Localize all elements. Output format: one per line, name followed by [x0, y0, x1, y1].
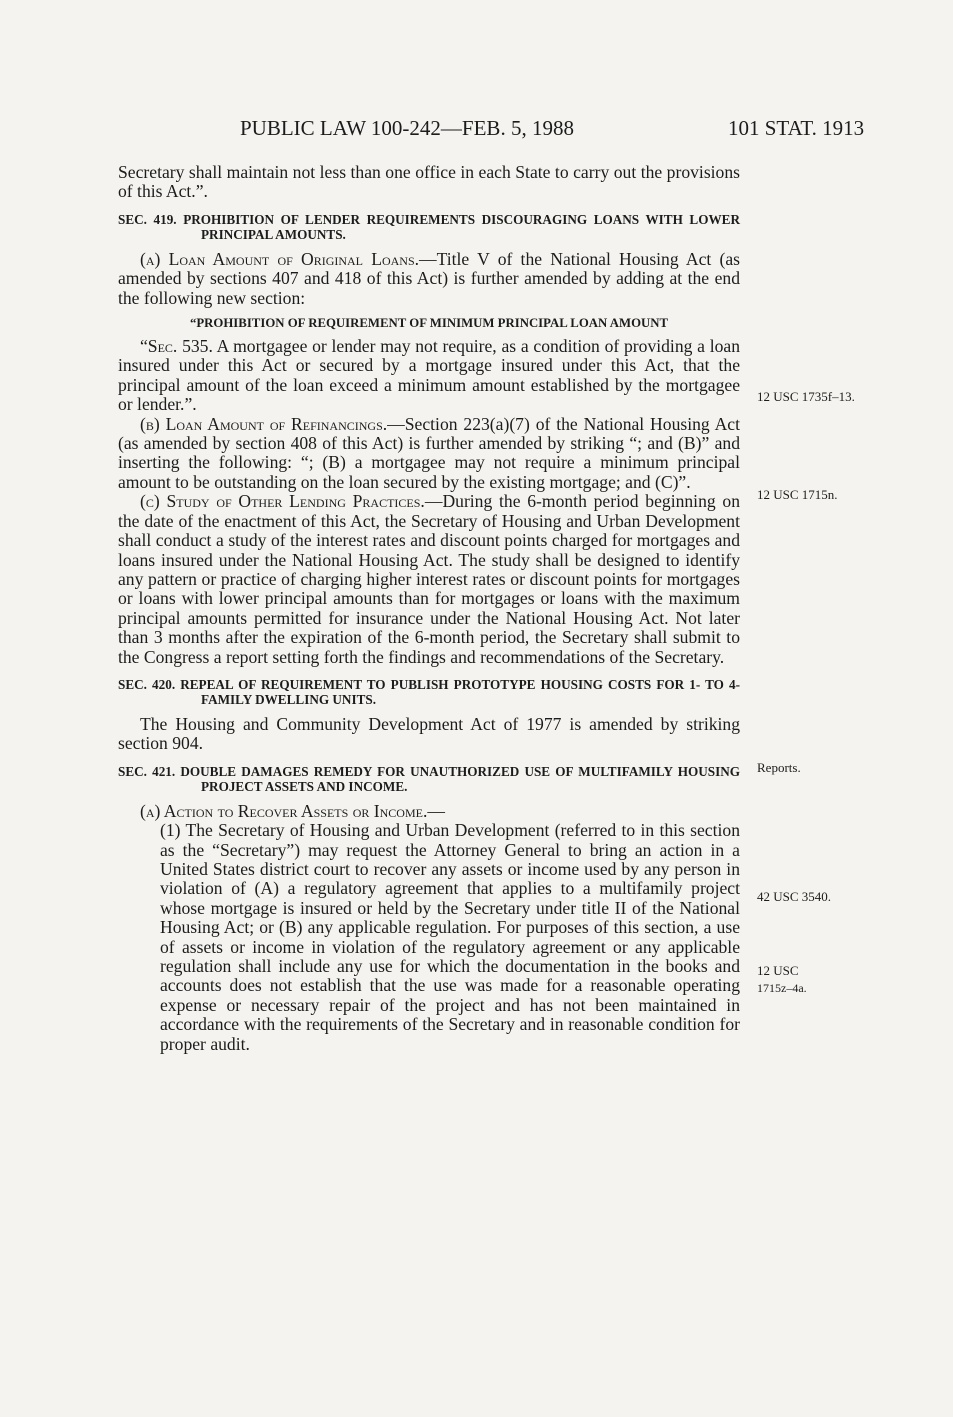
sec-419-a-paragraph: [118, 250, 740, 308]
page-header: [0, 116, 953, 146]
sec-535-paragraph: [118, 337, 740, 415]
margin-note-reports: Reports.: [757, 760, 801, 775]
sec-535-heading: “PROHIBITION OF REQUIREMENT OF MINIMUM PRINCIPAL LOAN AMOUNT: [189, 316, 669, 331]
sec-420-heading: SEC. 420. REPEAL OF REQUIREMENT TO PUBLISH PROTOTYPE HOUSING COSTS FOR 1- TO 4-FAMILY DWELLING UNITS.: [118, 676, 740, 707]
sec-419-b-paragraph: [118, 415, 740, 493]
sec-421-a-dash: —: [427, 800, 445, 821]
intro-paragraph: Secretary shall maintain not less than one office in each State to carry out the provisions of this Act.”.: [118, 162, 740, 202]
sec-535-label: “Sec. 535.: [140, 336, 213, 357]
sec-421-a-paragraph: [118, 802, 740, 821]
margin-note-12usc-line1: 12 USC: [757, 963, 799, 978]
sec-419-b-text: —Section 223(a)(7) of the National Housing Act (as amended by section 408 of this Act) is further amended by striking “; and (B)” and inserting the following: “; (B) a mortgagee may not require a minimum principal amount to be outstanding on the loan secured by the existing mortgage; and (C)”.: [118, 413, 740, 492]
margin-note-12usc1735f-13: 12 USC 1735f–13.: [757, 389, 855, 404]
page-number: 101 STAT. 1913: [728, 116, 865, 140]
margin-note-42usc3540: 42 USC 3540.: [757, 889, 832, 904]
sec-419-a-text: —Title V of the National Housing Act (as amended by sections 407 and 418 of this Act) is further amended by adding at the end the following new section:: [118, 248, 740, 308]
sec-419-c-label: (c) Study of Other Lending Practices.: [140, 491, 425, 512]
running-head-title: PUBLIC LAW 100-242—FEB. 5, 1988: [240, 116, 574, 140]
sec-535-text: A mortgagee or lender may not require, as a condition of providing a loan insured under this Act or secured by a mortgage insured under this Act, that the principal amount of the loan exceed a minimum amount established by the mortgagee or lender.”.: [118, 336, 741, 415]
margin-note-12usc-line2: 1715z–4a.: [757, 981, 807, 995]
sec-419-c-text: —During the 6-month period beginning on the date of the enactment of this Act, the Secretary of Housing and Urban Development shall conduct a study of the interest rates and discount points charged for mortgages and loans insured under the National Housing Act. The study shall be designed to identify any pattern or practice of charging higher interest rates or discount points for mortgages or loans with lower principal amounts than for mortgages or loans with the maximum principal amounts permitted for insurance under the National Housing Act. Not later than 3 months after the expiration of the 6-month period, the Secretary shall submit to the Congress a report setting forth the findings and recommendations of the Secretary.: [118, 491, 740, 667]
sec-419-b-label: (b) Loan Amount of Refinancings.: [140, 413, 388, 434]
sec-421-heading: SEC. 421. DOUBLE DAMAGES REMEDY FOR UNAUTHORIZED USE OF MULTIFAMILY HOUSING PROJECT ASSETS AND INCOME.: [118, 763, 740, 794]
sec-419-c-paragraph: [118, 492, 740, 667]
sec-419-heading: SEC. 419. PROHIBITION OF LENDER REQUIREMENTS DISCOURAGING LOANS WITH LOWER PRINCIPAL AMOUNTS.: [118, 211, 740, 242]
margin-note-12usc1715n: 12 USC 1715n.: [757, 487, 838, 502]
sec-420-paragraph: The Housing and Community Development Act of 1977 is amended by striking section 904.: [118, 713, 740, 754]
page-body: [118, 163, 740, 1054]
sec-421-a-1-paragraph: (1) The Secretary of Housing and Urban Development (referred to in this section as the “Secretary”) may request the Attorney General to bring an action in a United States district court to recover any assets or income used by any person in violation of (A) a regulatory agreement that applies to a multifamily project whose mortgage is insured or held by the Secretary under title II of the National Housing Act; or (B) any applicable regulation. For purposes of this section, a use of assets or income in violation of the regulatory agreement or any applicable regulation shall include any use for which the documentation in the books and accounts does not establish that the use was made for a reasonable operating expense or necessary repair of the project and has not been maintained in accordance with the requirements of the Secretary and in reasonable condition for proper audit.: [160, 820, 740, 1054]
sec-421-a-label: (a) Action to Recover Assets or Income.: [140, 800, 428, 821]
sec-419-a-label: (a) Loan Amount of Original Loans.: [140, 248, 420, 269]
